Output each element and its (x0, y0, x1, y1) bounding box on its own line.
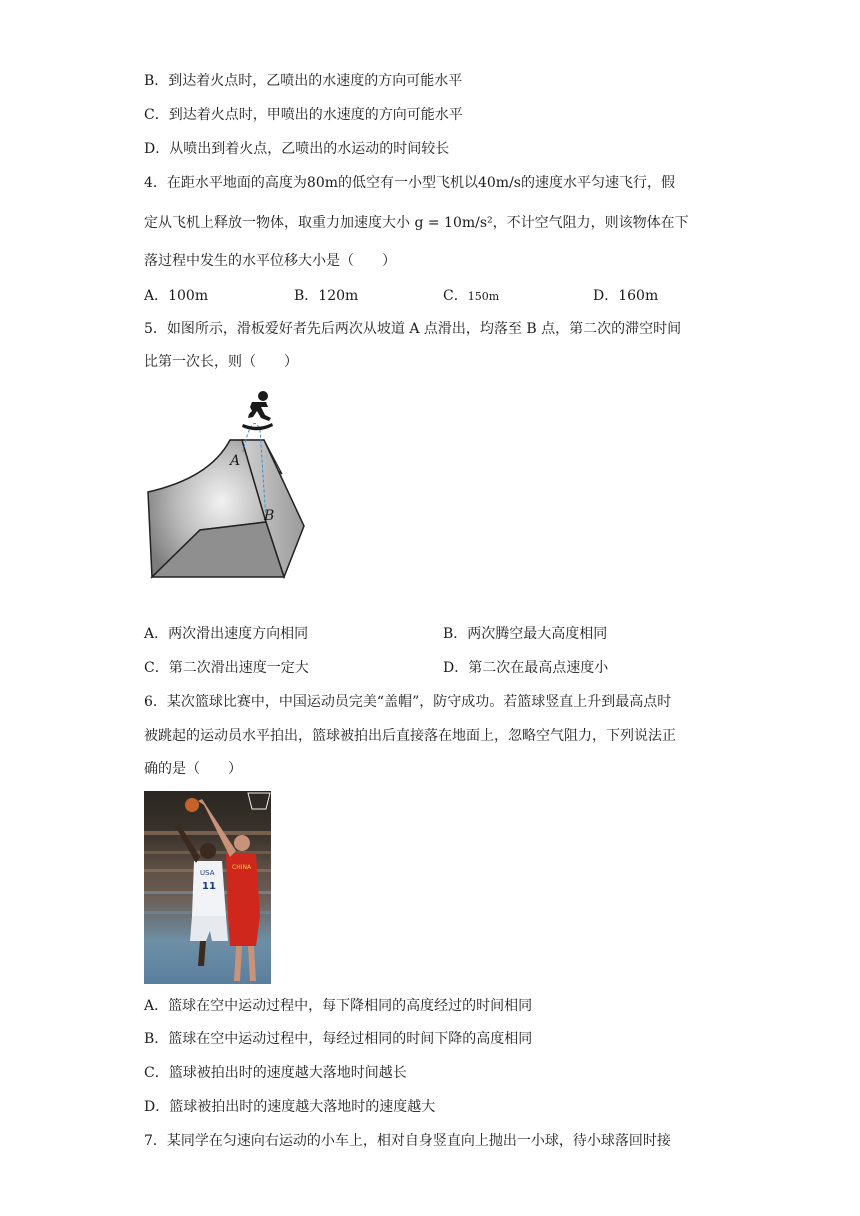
q4-option-a: A．100m (144, 288, 209, 304)
q4-stem-line-3: 落过程中发生的水平位移大小是（ ） (144, 253, 396, 269)
q5-option-b: B．两次腾空最大高度相同 (443, 626, 608, 642)
q5-stem-line-1: 5．如图所示，滑板爱好者先后两次从坡道 A 点滑出，均落至 B 点，第二次的滞空时间 (144, 321, 682, 337)
point-b-label: B (264, 508, 275, 524)
basketball (185, 798, 199, 812)
q6-option-d: D．篮球被拍出时的速度越大落地时的速度越大 (144, 1099, 436, 1115)
q3-option-d: D．从喷出到着火点，乙喷出的水运动的时间较长 (144, 141, 450, 157)
q4-option-c-value: 150m (467, 290, 500, 303)
q5-option-c: C．第二次滑出速度一定大 (144, 660, 309, 676)
basketball-photo-illustration (144, 791, 271, 984)
usa-player (174, 825, 228, 966)
q4-option-c (443, 286, 499, 307)
hoop-net (248, 793, 270, 809)
q4-option-d: D．160m (593, 288, 659, 304)
q6-stem-line-3: 确的是（ ） (144, 761, 242, 777)
usa-jersey-text: USA (200, 869, 215, 877)
q4-stem-line-1: 4．在距水平地面的高度为80m的低空有一小型飞机以40m/s的速度水平匀速飞行，假 (144, 175, 675, 191)
usa-jersey-number: 11 (202, 881, 216, 892)
q5-stem-line-2: 比第一次长，则（ ） (144, 354, 298, 370)
q4-option-c-prefix: C． (443, 288, 468, 304)
q6-option-c: C．篮球被拍出时的速度越大落地时间越长 (144, 1065, 407, 1081)
q7-stem-line-1: 7．某同学在匀速向右运动的小车上，相对自身竖直向上抛出一小球，待小球落回时接 (144, 1133, 671, 1149)
q5-option-a: A．两次滑出速度方向相同 (144, 626, 309, 642)
skater-icon (242, 391, 273, 430)
q6-stem-line-1: 6．某次篮球比赛中，中国运动员完美“盖帽”，防守成功。若篮球竖直上升到最高点时 (144, 694, 672, 710)
q6-option-a: A．篮球在空中运动过程中，每下降相同的高度经过的时间相同 (144, 998, 533, 1014)
basketball-block-photo (144, 791, 271, 984)
q5-option-d: D．第二次在最高点速度小 (443, 660, 609, 676)
point-a-label: A (230, 453, 241, 469)
skate-ramp-figure (140, 380, 310, 585)
q6-stem-line-2: 被跳起的运动员水平拍出，篮球被拍出后直接落在地面上，忽略空气阻力，下列说法正 (144, 728, 676, 744)
q4-stem-line-2: 定从飞机上释放一物体，取重力加速度大小 g = 10m/s²，不计空气阻力，则该物体在下 (144, 215, 689, 231)
q4-option-b: B．120m (294, 288, 359, 304)
q3-option-b: B．到达着火点时，乙喷出的水速度的方向可能水平 (144, 73, 463, 89)
q3-option-c: C．到达着火点时，甲喷出的水速度的方向可能水平 (144, 107, 463, 123)
q6-option-b: B．篮球在空中运动过程中，每经过相同的时间下降的高度相同 (144, 1031, 533, 1047)
china-jersey-text: CHINA (232, 864, 252, 871)
